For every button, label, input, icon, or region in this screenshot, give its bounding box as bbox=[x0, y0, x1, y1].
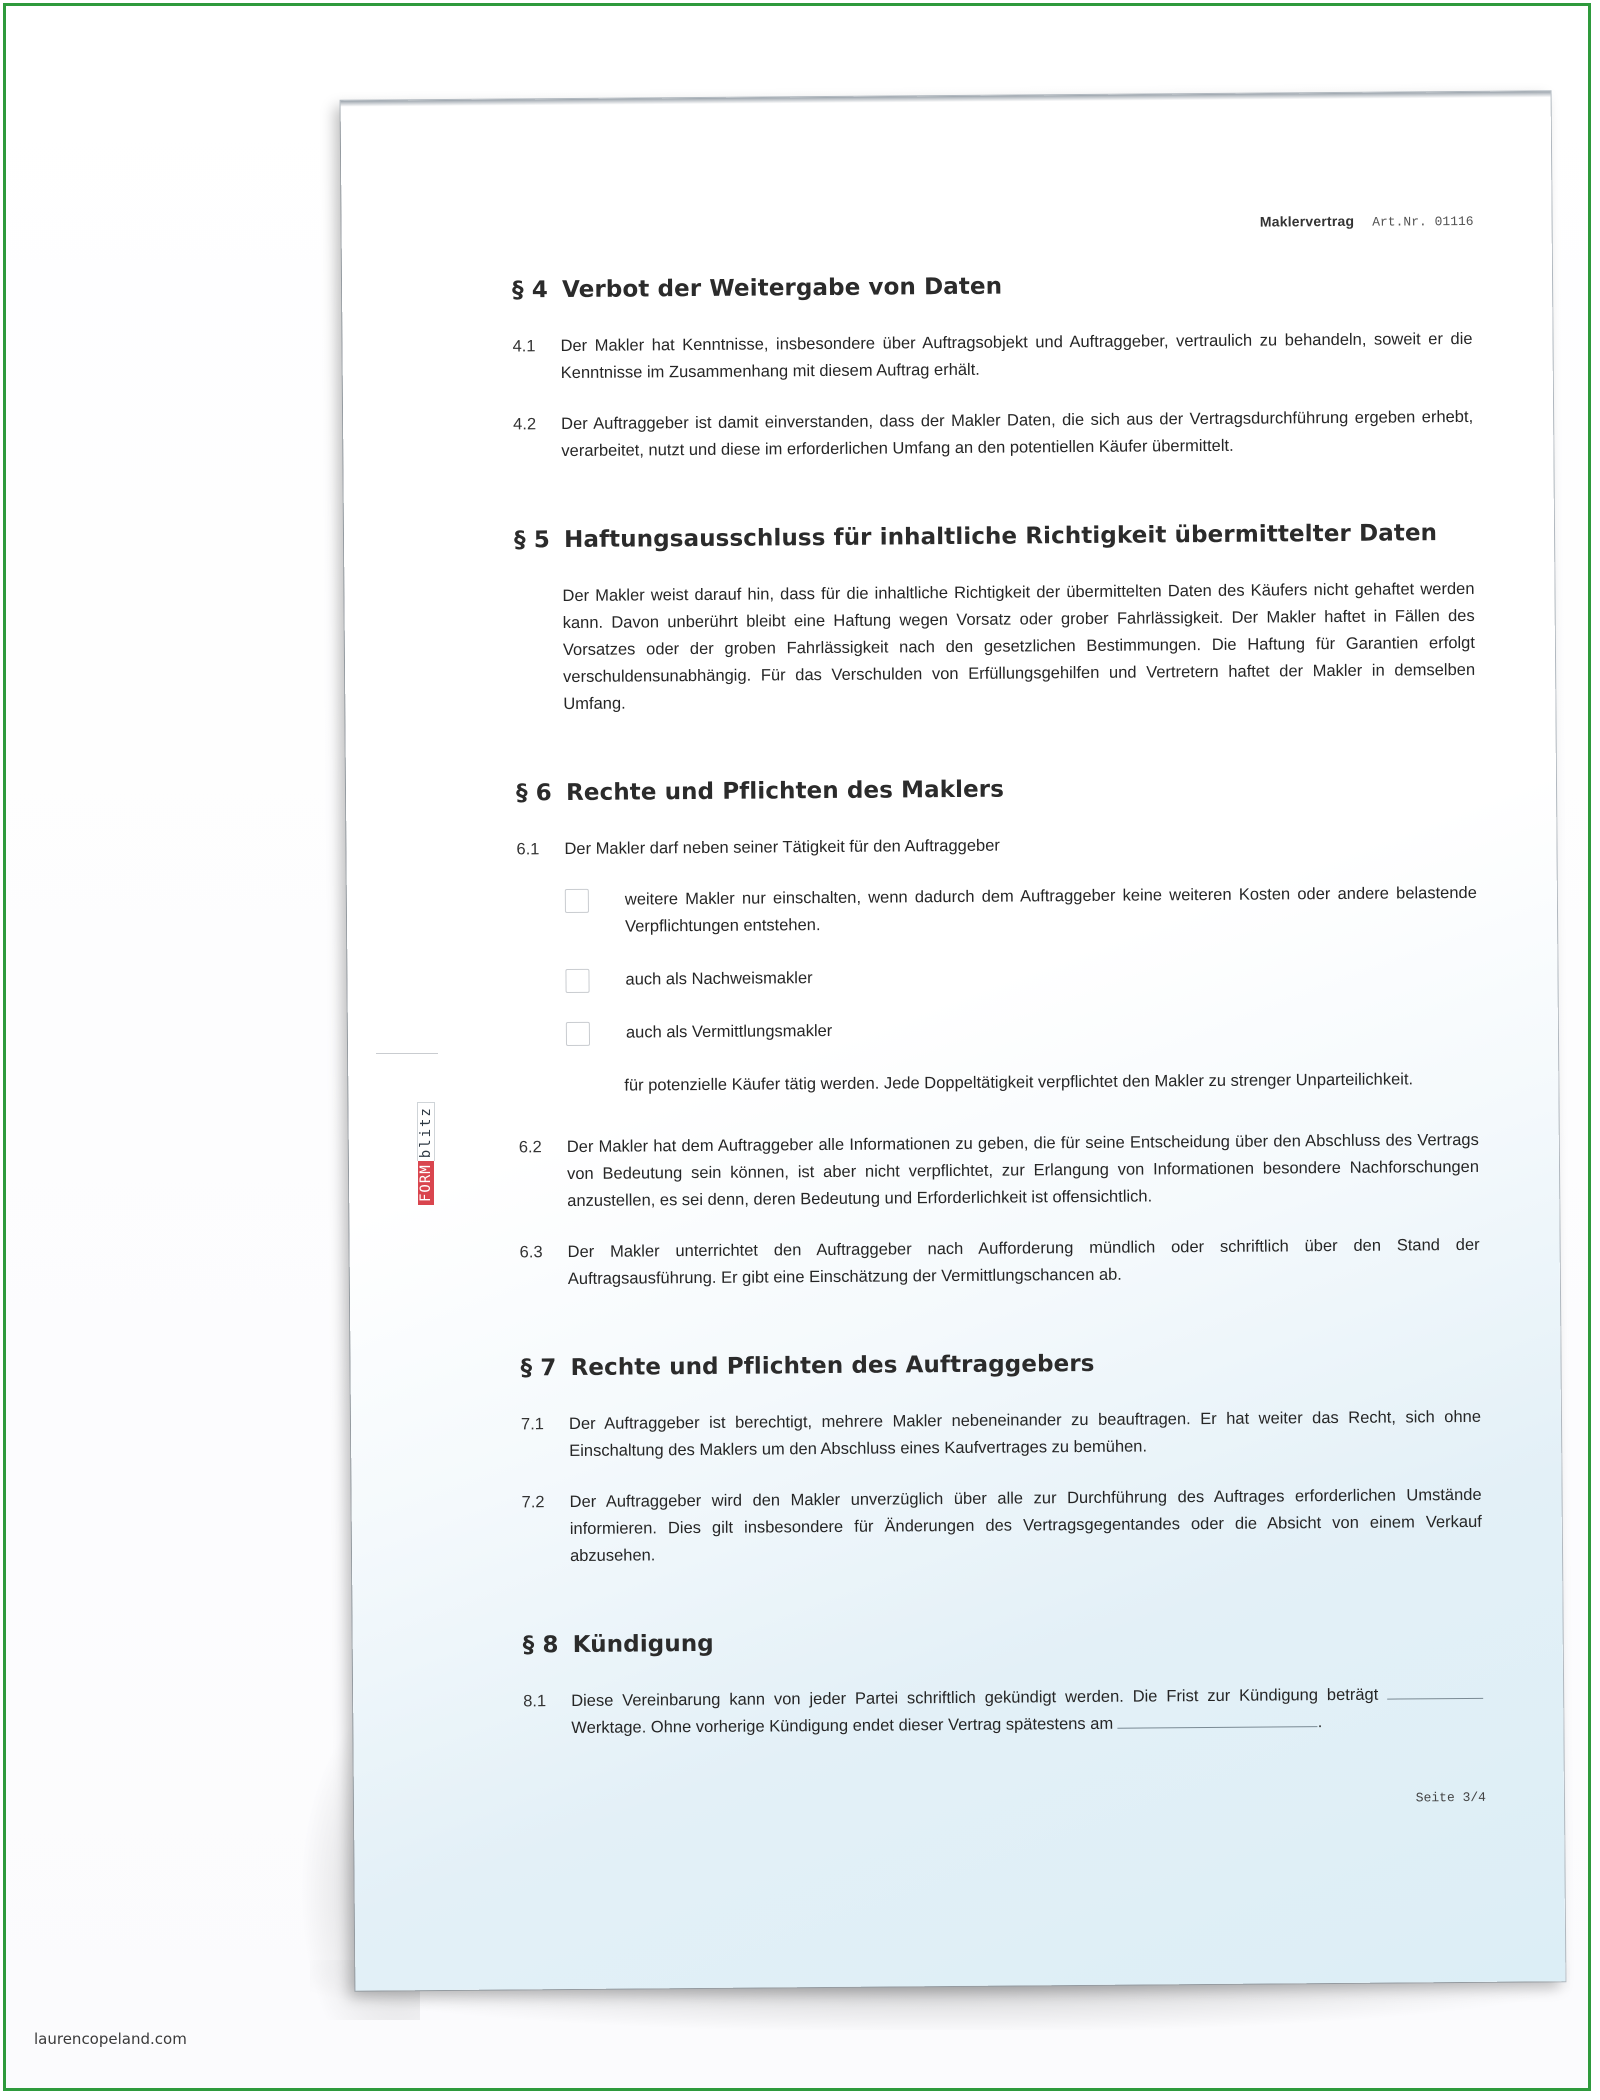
options-followup-text: für potenzielle Käufer tätig werden. Jede Doppeltätigkeit verpflichtet den Makler zu strenger Unparteilichkeit. bbox=[624, 1070, 1414, 1095]
document-page bbox=[341, 91, 1566, 1990]
option-row[interactable] bbox=[565, 960, 1477, 994]
end-date-blank[interactable] bbox=[1118, 1726, 1318, 1729]
paragraph-number: 4.1 bbox=[512, 337, 536, 356]
paragraph-text: Der Auftraggeber ist damit einverstanden, dass der Makler Daten, die sich aus der Vertragsdurchführung ergeben erhebt, verarbeitet, nutzt und diese im erforderlichen Umfang an den potentiellen Käufer übermittelt. bbox=[561, 407, 1474, 461]
notice-period-blank[interactable] bbox=[1387, 1698, 1483, 1700]
section-number: § 4 bbox=[511, 277, 549, 304]
paragraph-7-2 bbox=[522, 1482, 1483, 1571]
paragraph-number: 6.3 bbox=[519, 1243, 543, 1262]
section-number: § 5 bbox=[513, 527, 550, 554]
article-number: Art.Nr. 01116 bbox=[1372, 213, 1474, 230]
section-number: § 8 bbox=[522, 1632, 559, 1659]
paragraph-5 bbox=[514, 576, 1475, 719]
option-label: weitere Makler nur einschalten, wenn dadurch dem Auftraggeber keine weiteren Kosten oder andere belastende Verpflichtungen entstehen. bbox=[624, 883, 1477, 936]
paragraph-text bbox=[571, 1681, 1483, 1742]
document-title: Maklervertrag bbox=[1259, 212, 1355, 230]
paragraph-text: Der Auftraggeber wird den Makler unverzüglich über alle zur Durchführung des Auftrages erforderlichen Umstände informieren. Dies gilt insbesondere für Änderungen des Vertragsgegentandes oder die Absicht von einem Verkauf abzusehen. bbox=[569, 1485, 1482, 1566]
formblitz-logo bbox=[416, 1055, 436, 1205]
paragraph-number: 6.1 bbox=[516, 840, 540, 859]
option-checkbox[interactable] bbox=[565, 969, 589, 993]
section-number: § 7 bbox=[520, 1355, 557, 1382]
option-label: auch als Vermittlungsmakler bbox=[625, 1021, 833, 1042]
paragraph-text: Der Makler hat Kenntnisse, insbesondere über Auftragsobjekt und Auftraggeber, vertraulich zu behandeln, soweit er die Kenntnisse im Zusammenhang mit diesem Auftrag erhält. bbox=[560, 329, 1473, 383]
paragraph-7-1 bbox=[521, 1404, 1481, 1466]
paragraph-text-part: Werktage. Ohne vorherige Kündigung endet dieser Vertrag spätestens am bbox=[571, 1714, 1114, 1738]
brand-form: FORM bbox=[418, 1161, 434, 1205]
option-checkbox[interactable] bbox=[566, 1022, 590, 1046]
paragraph-number bbox=[514, 583, 563, 718]
paragraph-4-2 bbox=[513, 404, 1473, 466]
option-row[interactable] bbox=[565, 880, 1477, 941]
paragraph-text: Der Makler hat dem Auftraggeber alle Informationen zu geben, die für seine Entscheidung über den Abschluss des Vertrags von Bedeutung sein können, ist aber nicht verpflichtet, zur Erlangung von Informationen besondere Nachforschungen anzustellen, es sei denn, deren Bedeutung und Erforderlichkeit ist offensichtlich. bbox=[566, 1130, 1480, 1211]
brand-blitz: blitz bbox=[417, 1102, 435, 1161]
paragraph-number: 8.1 bbox=[523, 1692, 547, 1711]
page-number: Seite 3/4 bbox=[1415, 1789, 1487, 1806]
section-heading: Haftungsausschluss für inhaltliche Richtigkeit übermittelter Daten bbox=[563, 520, 1438, 554]
paragraph-number: 7.2 bbox=[521, 1493, 545, 1512]
section-heading: Kündigung bbox=[572, 1630, 714, 1659]
paragraph-number: 4.2 bbox=[513, 415, 537, 434]
section-heading: Rechte und Pflichten des Maklers bbox=[565, 776, 1005, 807]
paragraph-6-1 bbox=[516, 829, 1476, 864]
paragraph-4-1 bbox=[512, 326, 1472, 388]
paragraph-8-1 bbox=[523, 1681, 1483, 1743]
document-header bbox=[1260, 212, 1474, 231]
section-heading: Verbot der Weitergabe von Daten bbox=[561, 273, 1003, 304]
paragraph-text: Der Auftraggeber ist berechtigt, mehrere Makler nebeneinander zu beauftragen. Er hat weiter das Recht, sich ohne Einschaltung des Maklers um den Abschluss eines Kaufvertrages zu bemühen. bbox=[568, 1407, 1482, 1461]
option-label: auch als Nachweismakler bbox=[625, 969, 813, 989]
paragraph-6-2 bbox=[519, 1127, 1480, 1216]
section-number: § 6 bbox=[515, 780, 552, 807]
brand-divider bbox=[376, 1053, 438, 1054]
option-row[interactable] bbox=[566, 1013, 1478, 1047]
document-body bbox=[512, 270, 1484, 1766]
option-checkbox[interactable] bbox=[565, 889, 589, 913]
paragraph-text-part: . bbox=[1317, 1713, 1323, 1732]
section-heading: Rechte und Pflichten des Auftraggebers bbox=[570, 1350, 1095, 1382]
paragraph-number: 6.2 bbox=[518, 1138, 542, 1157]
paragraph-text: Der Makler weist darauf hin, dass für die inhaltliche Richtigkeit der übermittelten Daten des Käufers nicht gehaftet werden kann. Davon unberührt bleibt eine Haftung wegen Vorsatz oder grober Fahrlässigkeit. Der Makler haftet in Fällen des Vorsatzes oder der groben Fahrlässigkeit nach den gesetzlichen Bestimmungen. Die Haftung für Garantien erfolgt verschuldensunabhängig. Für das Verschulden von Erfüllungsgehilfen und Vertretern haftet der Makler in demselben Umfang. bbox=[562, 579, 1476, 714]
watermark-text: laurencopeland.com bbox=[34, 2030, 187, 2048]
paragraph-text-part: Diese Vereinbarung kann von jeder Partei schriftlich gekündigt werden. Die Frist zur Kündigung beträgt bbox=[571, 1685, 1379, 1711]
section-4-title bbox=[512, 270, 1472, 304]
paragraph-text: Der Makler unterrichtet den Auftraggeber nach Aufforderung mündlich oder schriftlich über den Stand der Auftragsausführung. Er gibt eine Einschätzung der Vermittlungschancen ab. bbox=[567, 1235, 1480, 1289]
paragraph-number: 7.1 bbox=[520, 1415, 545, 1434]
paragraph-6-3 bbox=[520, 1232, 1480, 1294]
paragraph-text: Der Makler darf neben seiner Tätigkeit für den Auftraggeber bbox=[564, 836, 1000, 859]
